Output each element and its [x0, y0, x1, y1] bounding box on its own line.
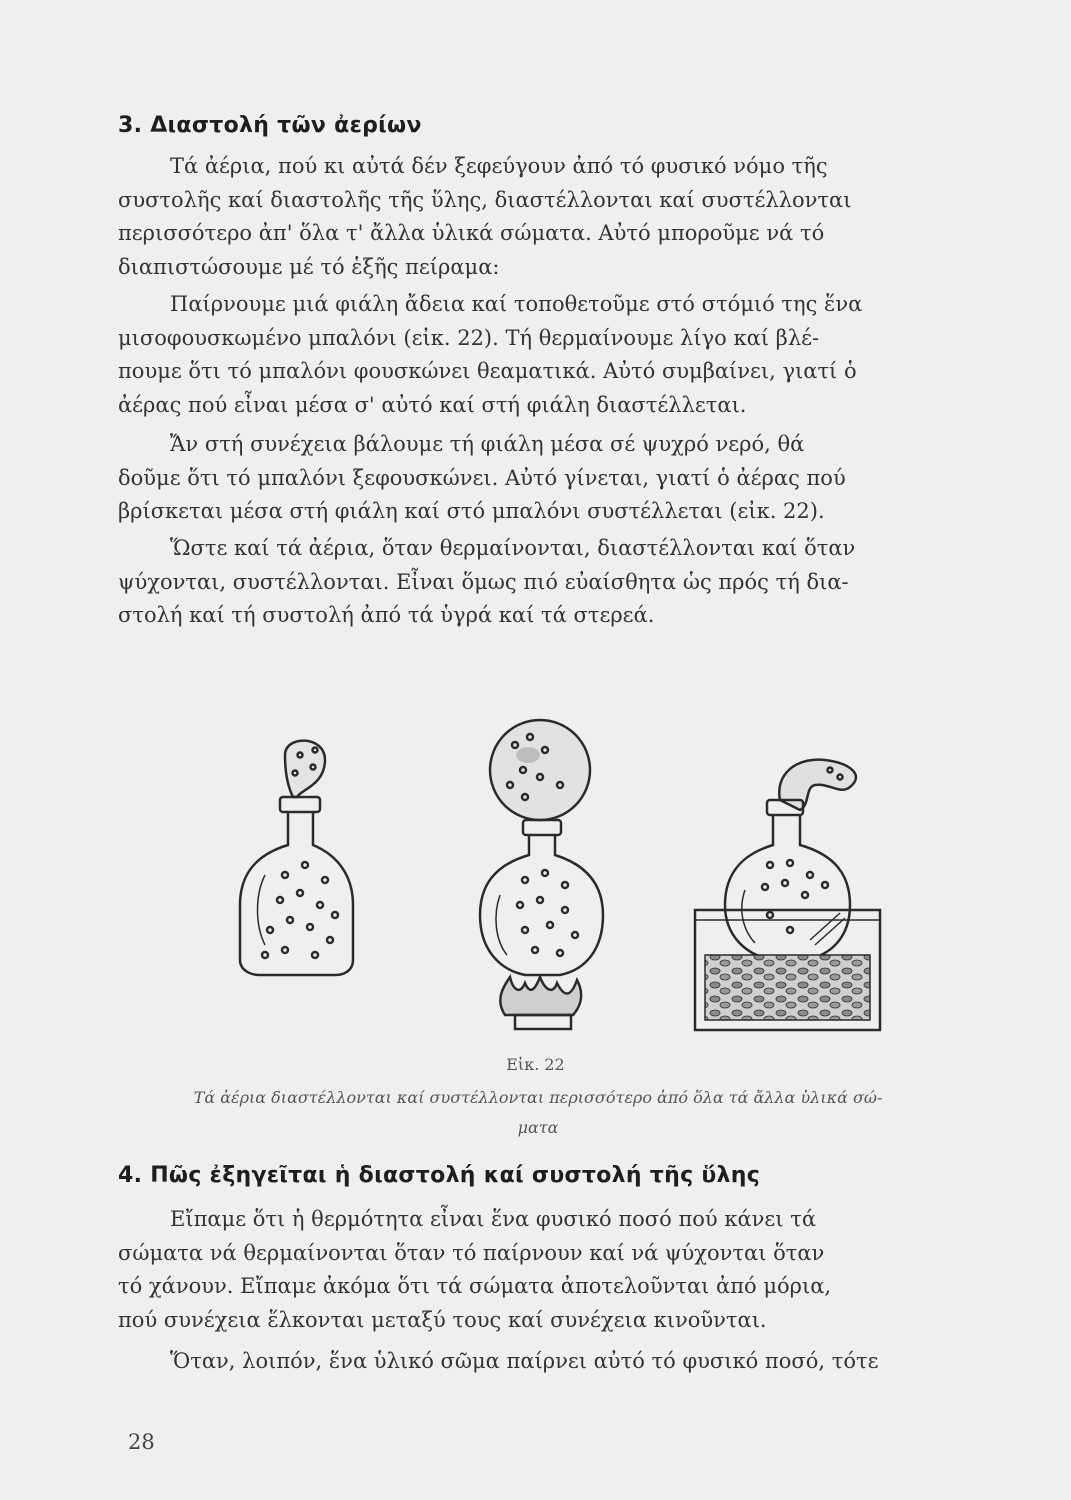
section-4-paragraph-2: [118, 1345, 960, 1379]
text-line: συστολῆς καί διαστολῆς τῆς ὕλης, διαστέλλονται καί συστέλλονται: [118, 187, 852, 212]
text-line: βρίσκεται μέσα στή φιάλη καί στό μπαλόνι συστέλλεται (εἰκ. 22).: [118, 499, 825, 523]
text-line: μισοφουσκωμένο μπαλόνι (εἰκ. 22). Τή θερμαίνουμε λίγο καί βλέ-: [118, 325, 820, 350]
flask-heated-icon: [480, 720, 603, 1029]
text-line: περισσότερο ἀπ' ὅλα τ' ἄλλα ὑλικά σώματα. Αὐτό μποροῦμε νά τό: [118, 221, 825, 245]
figure-22-illustration: [225, 715, 905, 1050]
text-line: σώματα νά θερμαίνονται ὅταν τό παίρνουν καί νά ψύχονται ὅταν: [118, 1240, 825, 1265]
text-line: ψύχονται, συστέλλονται. Εἶναι ὅμως πιό εὐαίσθητα ὡς πρός τή δια-: [118, 569, 849, 594]
section-3-paragraph-2: [118, 288, 960, 422]
section-3-paragraph-3: [118, 428, 960, 529]
text-line: πουμε ὅτι τό μπαλόνι φουσκώνει θεαματικά. Αὐτό συμβαίνει, γιατί ὁ: [118, 359, 857, 383]
caption-line: Τά ἀέρια διαστέλλονται καί συστέλλονται περισσότερο ἀπό ὅλα τά ἄλλα ὑλικά σώ-: [193, 1088, 883, 1107]
flask-cooled-icon: [695, 760, 880, 1030]
figure-caption: [128, 1083, 948, 1143]
text-line: Παίρνουμε μιά φιάλη ἄδεια καί τοποθετοῦμε στό στόμιό της ἕνα: [170, 292, 863, 316]
text-line: τό χάνουν. Εἴπαμε ἀκόμα ὅτι τά σώματα ἀποτελοῦνται ἀπό μόρια,: [118, 1274, 832, 1298]
flask-normal-icon: [240, 741, 353, 975]
text-line: Ὅταν, λοιπόν, ἕνα ὑλικό σῶμα παίρνει αὐτό τό φυσικό ποσό, τότε: [170, 1349, 879, 1373]
section-4-title: 4. Πῶς ἐξηγεῖται ἡ διαστολή καί συστολή τῆς ὕλης: [118, 1163, 761, 1188]
text-line: πού συνέχεια ἕλκονται μεταξύ τους καί συνέχεια κινοῦνται.: [118, 1307, 767, 1332]
section-3-title: 3. Διαστολή τῶν ἀερίων: [118, 113, 422, 138]
section-3-paragraph-4: [118, 532, 960, 633]
text-line: στολή καί τή συστολή ἀπό τά ὑγρά καί τά στερεά.: [118, 603, 655, 627]
caption-line: ματα: [517, 1118, 559, 1137]
section-3-paragraph-1: [118, 150, 960, 284]
page-number: 28: [128, 1430, 155, 1454]
text-line: Ἄν στή συνέχεια βάλουμε τή φιάλη μέσα σέ ψυχρό νερό, θά: [170, 432, 805, 456]
section-4-paragraph-1: [118, 1203, 960, 1337]
text-line: Ὥστε καί τά ἀέρια, ὅταν θερμαίνονται, διαστέλλονται καί ὅταν: [170, 536, 856, 560]
text-line: ἀέρας πού εἶναι μέσα σ' αὐτό καί στή φιάλη διαστέλλεται.: [118, 392, 747, 417]
text-line: Εἴπαμε ὅτι ἡ θερμότητα εἶναι ἕνα φυσικό ποσό πού κάνει τά: [170, 1207, 816, 1231]
text-line: διαπιστώσουμε μέ τό ἑξῆς πείραμα:: [118, 254, 500, 279]
text-line: Τά ἀέρια, πού κι αὐτά δέν ξεφεύγουν ἀπό τό φυσικό νόμο τῆς: [170, 154, 828, 178]
text-line: δοῦμε ὅτι τό μπαλόνι ξεφουσκώνει. Αὐτό γίνεται, γιατί ὁ ἀέρας πού: [118, 465, 846, 490]
figure-number: Εἰκ. 22: [506, 1055, 565, 1074]
